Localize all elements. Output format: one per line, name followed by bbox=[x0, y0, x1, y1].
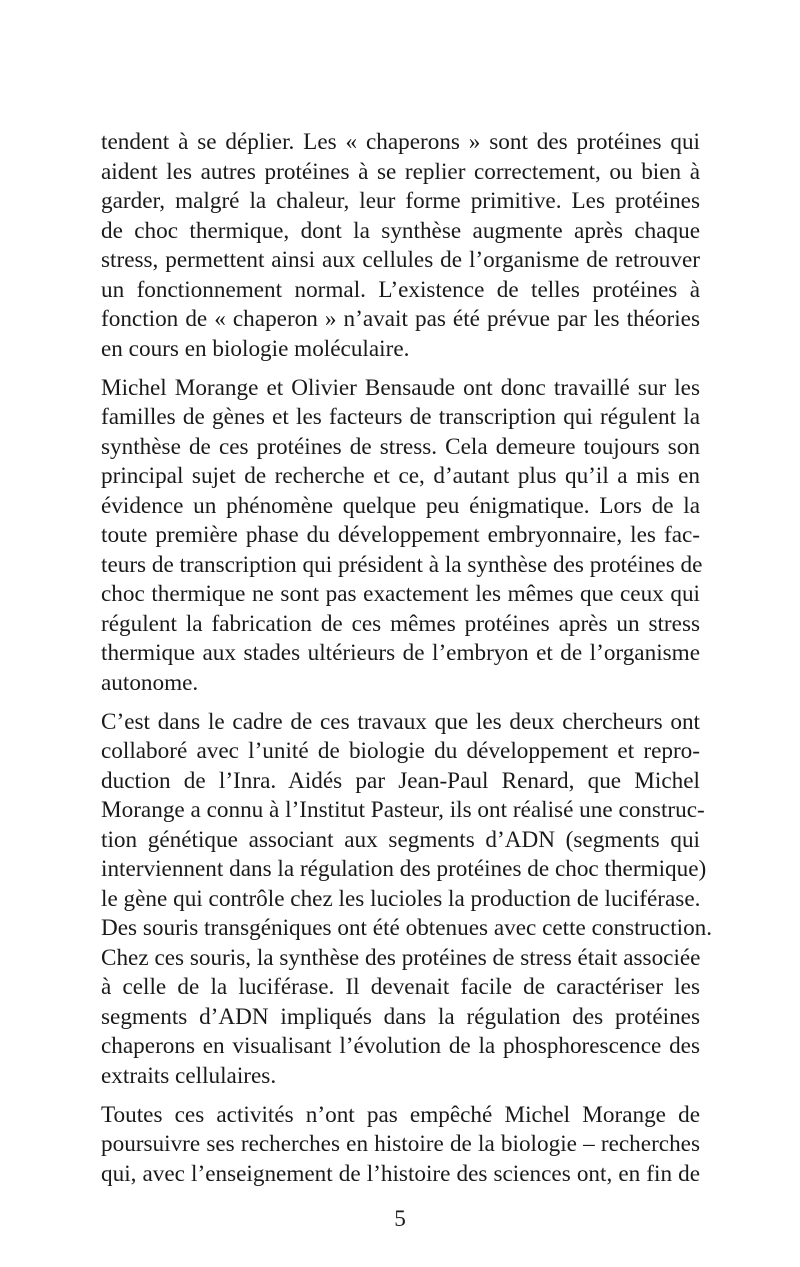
text-line: Michel Morange et Olivier Bensaude ont donc travaillé sur les bbox=[101, 374, 700, 401]
text-line: poursuivre ses recherches en histoire de la biologie – recherches bbox=[101, 1131, 700, 1157]
text-line: qui, avec l’enseignement de l’histoire des sciences ont, en fin de bbox=[101, 1160, 700, 1187]
text-line: garder, malgré la chaleur, leur forme primitive. Les protéines bbox=[101, 188, 700, 214]
text-line: extraits cellulaires. bbox=[101, 1062, 277, 1089]
page-number: 5 bbox=[394, 1206, 406, 1232]
text-line: tion génétique associant aux segments d’ADN (segments qui bbox=[101, 826, 700, 853]
text-line: évidence un phénomène quelque peu énigmatique. Lors de la bbox=[101, 492, 700, 519]
paragraph-3 bbox=[101, 708, 713, 1092]
text-line: Morange a connu à l’Institut Pasteur, ils ont réalisé une construc- bbox=[101, 797, 705, 823]
document-page bbox=[101, 128, 713, 1199]
text-line: choc thermique ne sont pas exactement les mêmes que ceux qui bbox=[101, 581, 700, 607]
text-line: principal sujet de recherche et ce, d’autant plus qu’il a mis en bbox=[101, 463, 700, 489]
text-line: Toutes ces activités n’ont pas empêché Michel Morange de bbox=[101, 1101, 700, 1128]
text-line: tendent à se déplier. Les « chaperons » sont des protéines qui bbox=[101, 129, 700, 155]
text-line: régulent la fabrication de ces mêmes protéines après un stress bbox=[101, 610, 700, 637]
text-line: fonction de « chaperon » n’avait pas été prévue par les théories bbox=[101, 306, 700, 332]
text-line: teurs de transcription qui président à la synthèse des protéines de bbox=[101, 551, 703, 578]
text-line: en cours en biologie moléculaire. bbox=[101, 335, 410, 362]
text-line: Des souris transgéniques ont été obtenues avec cette construction. bbox=[101, 915, 713, 941]
text-line: un fonctionnement normal. L’existence de telles protéines à bbox=[101, 276, 700, 303]
paragraph-2 bbox=[101, 374, 703, 699]
text-line: Chez ces souris, la synthèse des protéines de stress était associée bbox=[101, 944, 701, 971]
text-line: synthèse de ces protéines de stress. Cela demeure toujours son bbox=[101, 433, 700, 460]
paragraph-1 bbox=[101, 128, 700, 364]
text-line: stress, permettent ainsi aux cellules de l’organisme de retrouver bbox=[101, 247, 700, 273]
text-line: autonome. bbox=[101, 669, 199, 696]
text-line: aident les autres protéines à se replier correctement, ou bien à bbox=[101, 158, 700, 185]
paragraph-4 bbox=[101, 1101, 700, 1190]
text-line: le gène qui contrôle chez les lucioles la production de luciférase. bbox=[101, 885, 701, 912]
text-line: duction de l’Inra. Aidés par Jean-Paul Renard, que Michel bbox=[101, 767, 700, 794]
text-line: toute première phase du développement embryonnaire, les fac- bbox=[101, 522, 700, 548]
text-line: C’est dans le cadre de ces travaux que les deux chercheurs ont bbox=[101, 708, 700, 735]
text-line: interviennent dans la régulation des protéines de choc thermique) bbox=[101, 856, 707, 882]
text-line: segments d’ADN impliqués dans la régulation des protéines bbox=[101, 1003, 700, 1030]
text-line: chaperons en visualisant l’évolution de la phosphorescence des bbox=[101, 1033, 700, 1059]
text-line: de choc thermique, dont la synthèse augmente après chaque bbox=[101, 217, 700, 244]
text-line: familles de gènes et les facteurs de transcription qui régulent la bbox=[101, 404, 700, 430]
text-line: collaboré avec l’unité de biologie du développement et repro- bbox=[101, 738, 700, 764]
text-line: thermique aux stades ultérieurs de l’embryon et de l’organisme bbox=[101, 640, 700, 666]
text-line: à celle de la luciférase. Il devenait facile de caractériser les bbox=[101, 974, 700, 1000]
